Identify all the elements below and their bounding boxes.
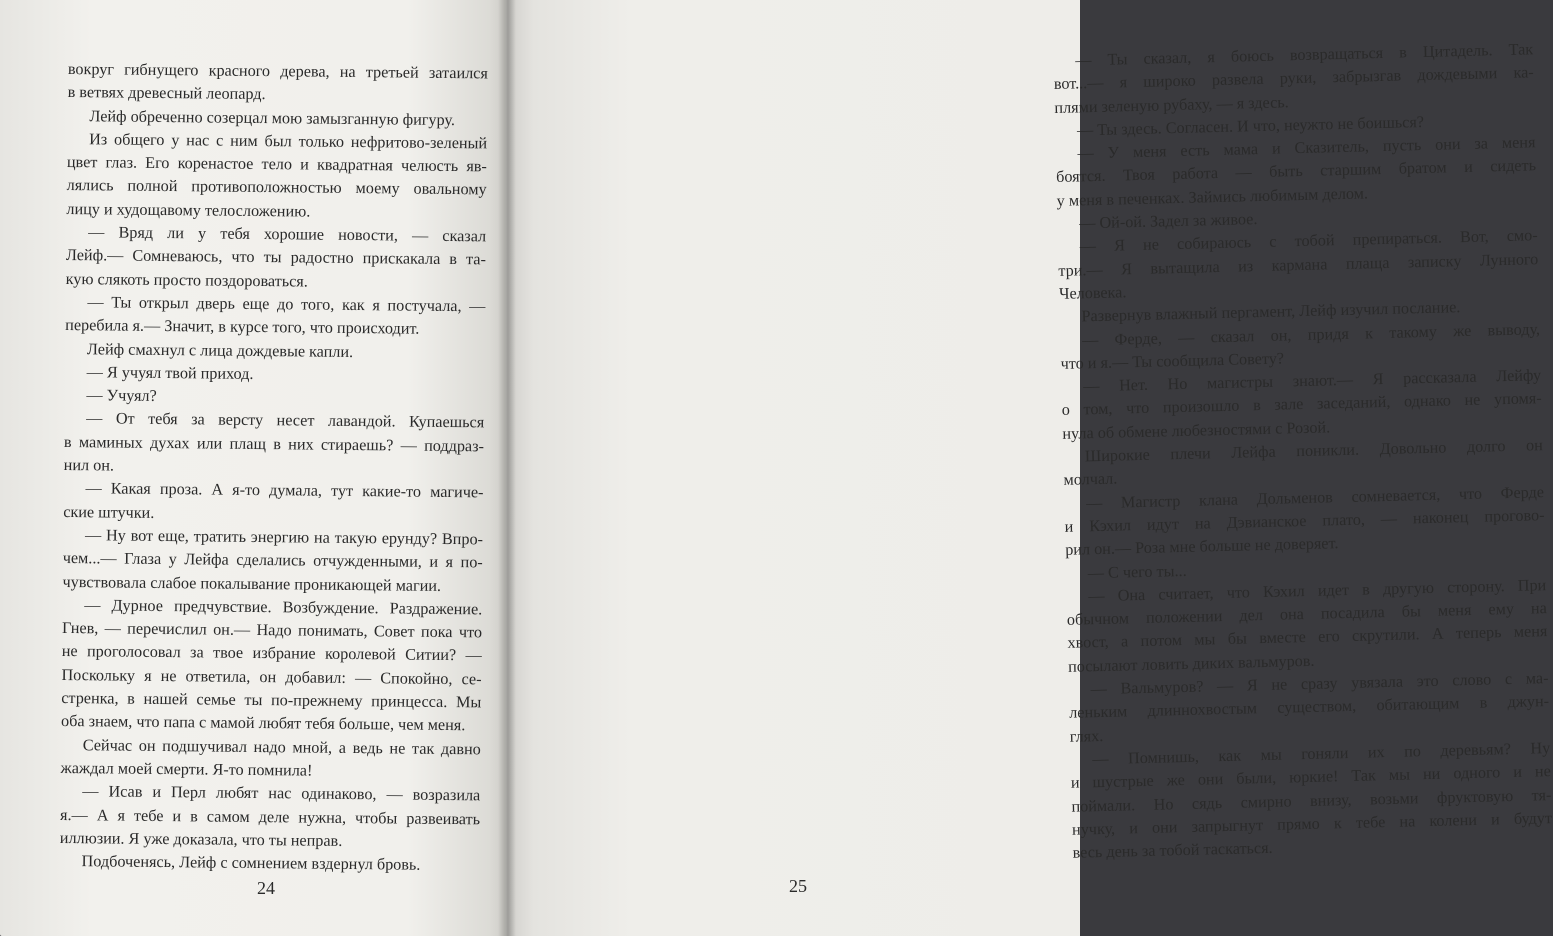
text-line: Сейчас он подшучивал надо мной, а ведь не так давно xyxy=(82,735,481,758)
text-line: в ветвях древесный леопард. xyxy=(67,83,266,104)
left-page-number: 24 xyxy=(257,878,275,898)
text-line: лялись полной противоположностью моему овальному xyxy=(66,176,487,199)
text-line: — От тебя за версту несет лавандой. Купаешься xyxy=(86,409,485,432)
text-line: лицу и худощавому телосложению. xyxy=(66,199,311,221)
text-line: кую слякоть просто поздороваться. xyxy=(65,269,308,291)
text-line: глях. xyxy=(1069,726,1104,746)
text-line: — Она считает, что Кэхил идет в другую сторону. При xyxy=(1088,575,1547,606)
text-line: леньким длиннохвостым существом, обитающим в джун- xyxy=(1068,692,1550,723)
text-line: — Учуял? xyxy=(86,386,157,406)
text-line: — Я учуял твой приход. xyxy=(86,363,254,383)
text-line: три.— Я вытащила из кармана плаща записку Лунного xyxy=(1058,249,1539,280)
text-line: иллюзии. Я уже доказала, что ты неправ. xyxy=(59,828,343,850)
right-page-text xyxy=(1053,38,1553,865)
text-line: — Вальмуров? — Я не сразу увязала это слово с ма- xyxy=(1090,669,1549,699)
text-line: и Кэхил идут на Дэвианское плато, — наконец прогово- xyxy=(1064,506,1545,536)
text-line: посылают ловить диких вальмуров. xyxy=(1067,651,1315,676)
text-line: Гнев, — перечислил он.— Надо понимать, Совет пока что xyxy=(61,619,483,642)
text-line: вот...— я широко развела руки, забрызгав дождевыми ка- xyxy=(1053,63,1534,94)
text-line: в маминых духах или плащ в них стираешь? — поддраз- xyxy=(63,432,485,456)
text-line: Развернув влажный пергамент, Лейф изучил послание. xyxy=(1081,298,1461,326)
text-line: — Ты открыл дверь еще до того, как я постучала, — xyxy=(87,293,486,316)
text-line: Поскольку я не ответила, он добавил: — Спокойно, се- xyxy=(61,665,482,689)
text-line: Из общего у нас с ним был только нефритово-зеленый xyxy=(89,130,488,153)
text-line: молчал. xyxy=(1063,469,1118,490)
text-line: Человека. xyxy=(1058,283,1127,303)
text-line: — Какая проза. А я-то думала, тут какие-то магиче- xyxy=(85,479,484,502)
text-line: — Ферде, — сказал он, придя к такому же выводу, xyxy=(1081,319,1541,349)
text-line: — Помнишь, как мы гоняли их по деревьям? Ну xyxy=(1092,738,1551,769)
text-line: Лейф.— Сомневаюсь, что ты радостно прискакала в та- xyxy=(65,246,487,269)
right-page-number: 25 xyxy=(789,876,807,896)
text-line: Лейф обреченно созерцал мою замызганную фигуру. xyxy=(89,106,456,129)
text-line: — Я не собираюсь с тобой препираться. Вот, смо- xyxy=(1079,226,1538,256)
text-line: — Ну вот еще, тратить энергию на такую ерунду? Впро- xyxy=(84,526,484,549)
book-gutter xyxy=(498,0,516,936)
text-line: Лейф смахнул с лица дождевые капли. xyxy=(86,339,354,361)
text-line: Подбоченясь, Лейф с сомнением вздернул бровь. xyxy=(81,852,421,874)
text-line: — Магистр клана Дольменов сомневается, что Ферде xyxy=(1085,482,1545,512)
text-line: плями зеленую рубаху, — я здесь. xyxy=(1054,92,1289,117)
text-line: — Исав и Перл любят нас одинаково, — возразила xyxy=(82,782,481,805)
text-line: — Нет. Но магистры знают.— Я рассказала Лейфу xyxy=(1083,366,1542,396)
left-page-text xyxy=(59,58,488,878)
text-line: не проголосовал за твое избрание королевой Ситии? — xyxy=(61,642,482,665)
text-line: — У меня есть мама и Сказитель, пусть они за меня xyxy=(1077,133,1536,163)
text-line: нучку, и они запрыгнут прямо к тебе на колени и будут xyxy=(1071,808,1553,839)
text-line: я.— А я тебе и в самом деле нужна, чтобы развеивать xyxy=(59,805,481,828)
text-line: вокруг гибнущего красного дерева, на третьей затаился xyxy=(67,59,488,83)
text-line: — С чего ты... xyxy=(1087,561,1187,582)
left-page xyxy=(0,0,510,936)
text-line: боятся. Твоя работа — быть старшим братом и сидеть xyxy=(1055,156,1537,187)
text-line: — Ой-ой. Задел за живое. xyxy=(1079,210,1258,233)
text-line: и шустрые же они были, юркие! Так мы ни одного и не xyxy=(1070,762,1551,792)
text-line: рил он.— Роза мне больше не доверяет. xyxy=(1065,534,1339,560)
text-line: цвет глаз. Его коренастое тело и квадратная челюсть яв- xyxy=(66,153,487,176)
text-line: хвост, а потом мы бы вместе его скрутили. А теперь меня xyxy=(1067,622,1548,653)
text-line: перебила я.— Значит, в курсе того, что происходит. xyxy=(65,316,420,338)
text-line: нула об обмене любезностями с Розой. xyxy=(1062,418,1331,443)
text-line: — Ты здесь. Согласен. И что, неужто не боишься? xyxy=(1076,112,1425,140)
text-line: чувствовала слабое покалывание проникающей магии. xyxy=(62,572,442,595)
text-line: поймали. Но сядь смирно внизу, возьми фруктовую тя- xyxy=(1071,785,1552,816)
text-line: оба знаем, что папа с мамой любят тебя больше, чем меня. xyxy=(60,712,466,735)
text-line: — Вряд ли у тебя хорошие новости, — сказал xyxy=(88,223,487,246)
text-line: весь день за тобой таскаться. xyxy=(1072,838,1273,862)
text-line: — Ты сказал, я боюсь возвращаться в Цитадель. Так xyxy=(1075,40,1534,70)
text-line: что и я.— Ты сообщила Совету? xyxy=(1060,349,1285,373)
text-line: стренка, в нашей семье ты по-прежнему принцесса. Мы xyxy=(61,688,482,712)
right-page xyxy=(505,0,1553,936)
text-line: нил он. xyxy=(63,456,115,475)
text-line: о том, что произошло в зале заседаний, однако не упомя- xyxy=(1061,389,1542,420)
text-line: жаждал моей смерти. Я-то помнила! xyxy=(60,758,313,780)
text-line: обычном положении дел она посадила бы меня ему на xyxy=(1066,599,1548,629)
text-line: чем...— Глаза у Лейфа сделались отчужденными, и я по- xyxy=(62,549,483,572)
text-line: ские штучки. xyxy=(63,502,155,522)
text-line: — Дурное предчувствие. Возбуждение. Раздражение. xyxy=(84,596,483,619)
text-line: у меня в печенках. Займись любимым делом. xyxy=(1056,184,1369,210)
text-line: Широкие плечи Лейфа поникли. Довольно долго он xyxy=(1084,436,1544,466)
